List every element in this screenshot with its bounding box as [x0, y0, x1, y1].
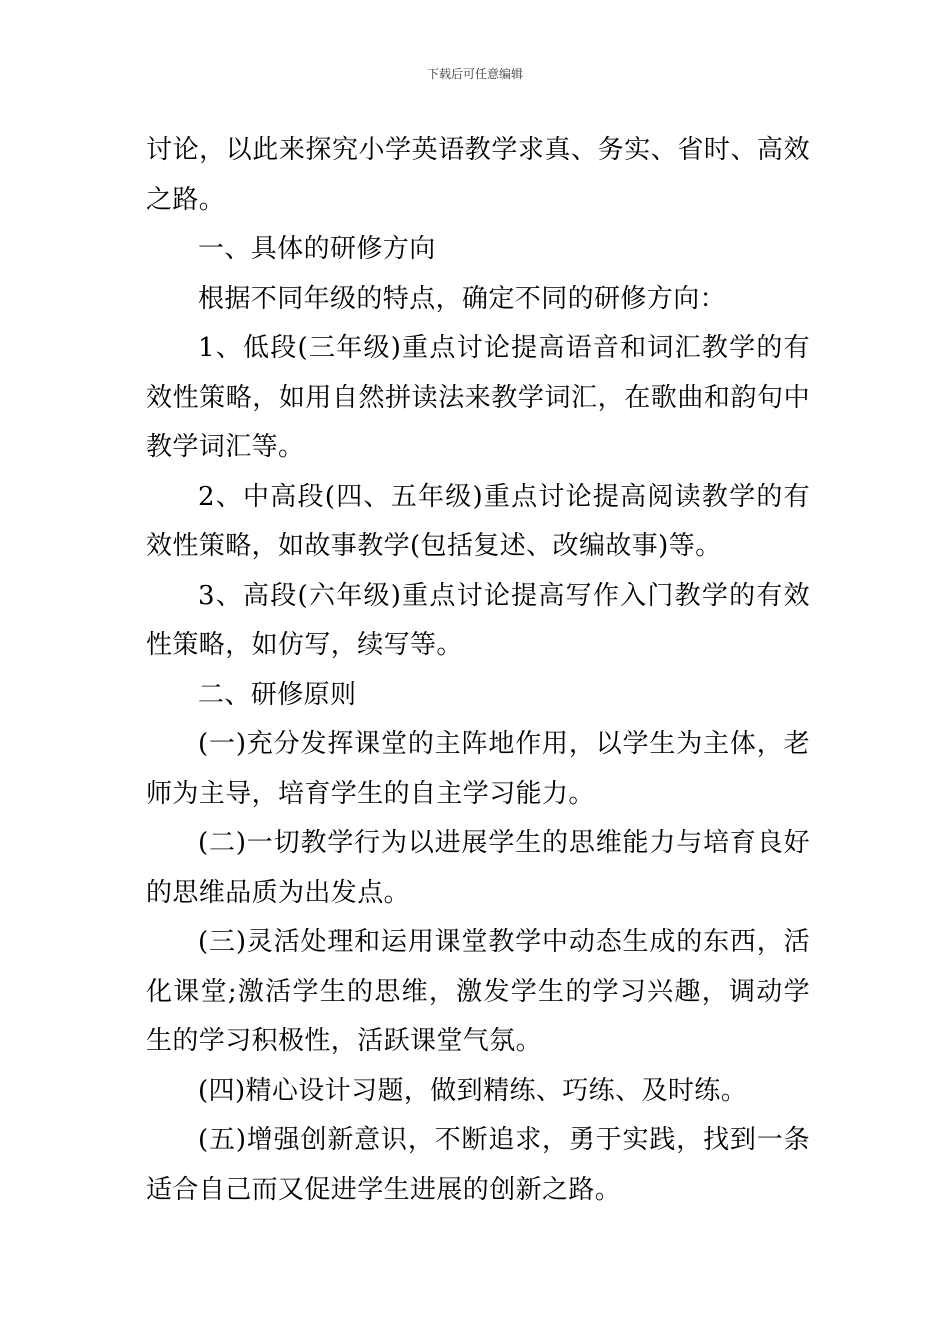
principle-item-5: (五)增强创新意识，不断追求，勇于实践，找到一条适合自己而又促进学生进展的创新之路。	[146, 1125, 810, 1205]
section-heading-research-direction: 一、具体的研修方向	[198, 234, 436, 264]
list-item-middle-grade: 2、中高段(四、五年级)重点讨论提高阅读教学的有效性策略，如故事教学(包括复述、改编故事)等。	[146, 481, 810, 561]
principle-item-1: (一)充分发挥课堂的主阵地作用，以学生为主体，老师为主导，培育学生的自主学习能力。	[146, 729, 810, 809]
paragraph-continuation: 讨论，以此来探究小学英语教学求真、务实、省时、高效之路。	[146, 135, 810, 215]
list-item-lower-grade: 1、低段(三年级)重点讨论提高语音和词汇教学的有效性策略，如用自然拼读法来教学词汇，在歌曲和韵句中教学词汇等。	[146, 333, 810, 462]
principle-item-4: (四)精心设计习题，做到精练、巧练、及时练。	[198, 1075, 748, 1106]
principle-item-2: (二)一切教学行为以进展学生的思维能力与培育良好的思维品质为出发点。	[146, 828, 810, 908]
section-heading-principles: 二、研修原则	[198, 679, 357, 710]
document-body	[146, 126, 810, 1215]
page-header-note: 下载后可任意编辑	[426, 67, 523, 81]
principle-item-3: (三)灵活处理和运用课堂教学中动态生成的东西，活化课堂;激活学生的思维，激发学生的学习兴趣，调动学生的学习积极性，活跃课堂气氛。	[146, 927, 810, 1056]
list-item-upper-grade: 3、高段(六年级)重点讨论提高写作入门教学的有效性策略，如仿写，续写等。	[146, 580, 810, 660]
paragraph-direction-intro: 根据不同年级的特点，确定不同的研修方向：	[198, 283, 727, 314]
